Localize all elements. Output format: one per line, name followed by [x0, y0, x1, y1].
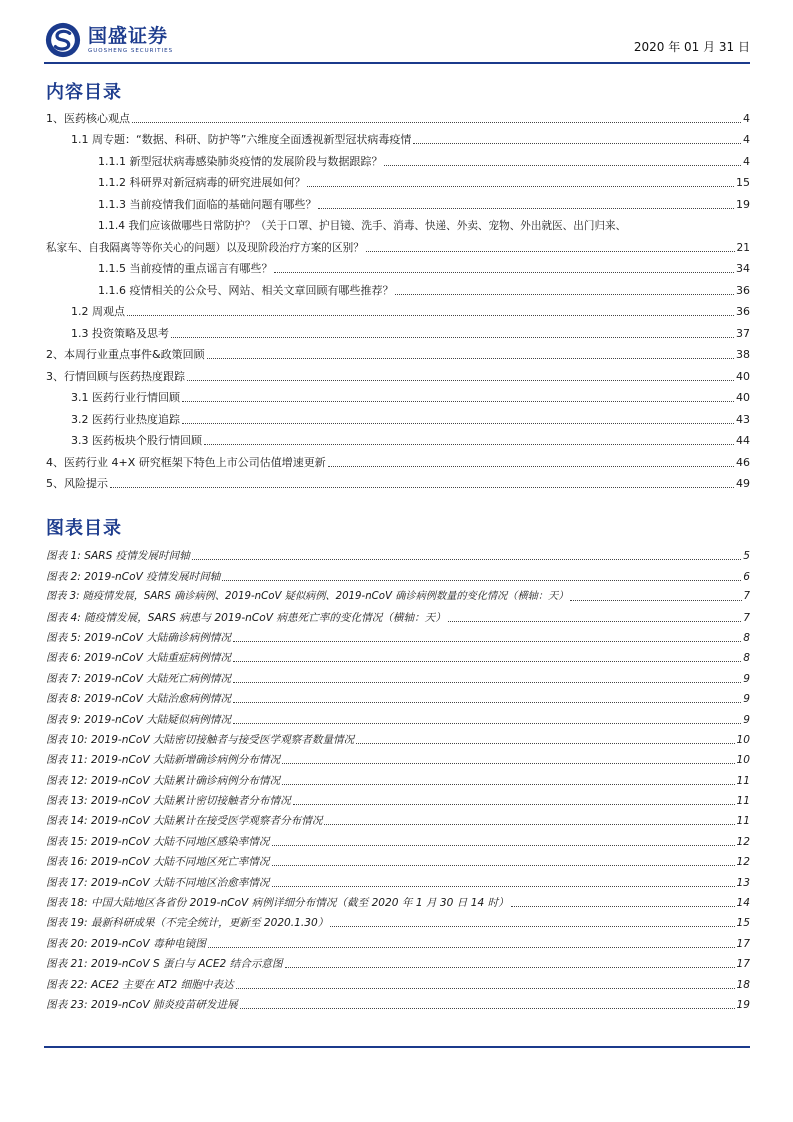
toc-entry-continued[interactable]: 私家车、自我隔离等等你关心的问题）以及现阶段治疗方案的区别？ 21 [46, 241, 750, 254]
figure-entry[interactable]: 图表 20: 2019-nCoV 毒种电镜图 17 [46, 937, 750, 950]
toc-entry[interactable]: 3.1 医药行业行情回顾 40 [71, 391, 750, 404]
figure-entry[interactable]: 图表 22: ACE2 主要在 AT2 细胞中表达 18 [46, 978, 750, 991]
figure-entry[interactable]: 图表 19: 最新科研成果（不完全统计，更新至 2020.1.30） 15 [46, 917, 750, 930]
figure-entry[interactable]: 图表 13: 2019-nCoV 大陆累计密切接触者分布情况 11 [46, 795, 750, 808]
figure-entry[interactable]: 图表 17: 2019-nCoV 大陆不同地区治愈率情况 13 [46, 876, 750, 889]
figure-entry[interactable]: 图表 9: 2019-nCoV 大陆疑似病例情况 9 [46, 713, 750, 726]
brand-name-en: GUOSHENG SECURITIES [88, 48, 174, 54]
figure-toc [46, 543, 750, 1012]
toc-entry[interactable]: 1.1.3 当前疫情我们面临的基础问题有哪些？ 19 [98, 197, 750, 211]
figure-entry[interactable]: 图表 12: 2019-nCoV 大陆累计确诊病例分布情况 11 [46, 774, 750, 787]
figure-entry[interactable]: 图表 7: 2019-nCoV 大陆死亡病例情况 9 [46, 672, 750, 685]
figure-entry[interactable]: 图表 11: 2019-nCoV 大陆新增确诊病例分布情况 10 [46, 754, 750, 767]
report-date: 2020 年 01 月 31 日 [633, 40, 750, 54]
toc-entry[interactable]: 1.1.2 科研界对新冠病毒的研究进展如何？ 15 [98, 176, 750, 189]
figure-entry[interactable]: 图表 16: 2019-nCoV 大陆不同地区死亡率情况 12 [46, 856, 750, 869]
figure-entry[interactable]: 图表 23: 2019-nCoV 肺炎疫苗研发进展 19 [46, 998, 750, 1011]
figure-entry[interactable]: 图表 8: 2019-nCoV 大陆治愈病例情况 9 [46, 693, 750, 706]
guosheng-logo-icon [44, 21, 82, 59]
toc-entry[interactable]: 5、风险提示 49 [46, 477, 750, 490]
figure-entry[interactable]: 图表 4: 随疫情发展，SARS 病患与 2019-nCoV 病患死亡率的变化情况（横轴：天） 7 [46, 611, 750, 624]
figure-entry[interactable]: 图表 15: 2019-nCoV 大陆不同地区感染率情况 12 [46, 835, 750, 848]
toc-entry[interactable]: 3、行情回顾与医药热度跟踪 40 [46, 369, 750, 383]
toc-entry[interactable]: 3.3 医药板块个股行情回顾 44 [71, 434, 750, 447]
brand-logo [44, 22, 173, 58]
content-toc [46, 104, 750, 491]
figure-entry[interactable]: 图表 18: 中国大陆地区各省份 2019-nCoV 病例详细分布情况（截至 2020 年 1 月 30 日 14 时） 14 [46, 897, 750, 910]
figure-entry[interactable]: 图表 1: SARS 疫情发展时间轴 5 [46, 550, 750, 563]
toc-entry[interactable]: 1.2 周观点 36 [71, 305, 750, 318]
figure-entry[interactable]: 图表 14: 2019-nCoV 大陆累计在接受医学观察者分布情况 11 [46, 815, 750, 828]
toc-entry[interactable]: 2、本周行业重点事件&政策回顾 38 [46, 348, 750, 361]
toc-entry[interactable]: 1.1 周专题：“数据、科研、防护等”六维度全面透视新型冠状病毒疫情 4 [71, 133, 750, 146]
footer-divider [44, 1046, 750, 1048]
figure-entry[interactable]: 图表 2: 2019-nCoV 疫情发展时间轴 6 [46, 570, 750, 583]
figure-entry[interactable]: 图表 5: 2019-nCoV 大陆确诊病例情况 8 [46, 631, 750, 644]
header-divider [44, 62, 750, 64]
toc-entry[interactable]: 1.1.6 疫情相关的公众号、网站、相关文章回顾有哪些推荐？ 36 [98, 283, 750, 297]
toc-entry[interactable]: 1.1.1 新型冠状病毒感染肺炎疫情的发展阶段与数据跟踪？ 4 [98, 154, 750, 168]
page-header [44, 18, 750, 64]
figure-entry[interactable]: 图表 6: 2019-nCoV 大陆重症病例情况 8 [46, 652, 750, 665]
toc-entry[interactable]: 1.1.4 我们应该做哪些日常防护？（关于口罩、护目镜、洗手、消毒、快递、外卖、宠物、外出就医、出门归来、 [98, 220, 627, 232]
toc-entry[interactable]: 3.2 医药行业热度追踪 43 [71, 412, 750, 426]
figure-entry[interactable]: 图表 3: 随疫情发展，SARS 确诊病例、2019-nCoV 疑似病例、2019-nCoV 确诊病例数量的变化情况（横轴：天） 7 [46, 591, 750, 603]
toc-title: 内容目录 [46, 82, 122, 103]
brand-name: 国盛证券 [88, 25, 169, 47]
toc-entry[interactable]: 4、医药行业 4+X 研究框架下特色上市公司估值增速更新 46 [46, 455, 750, 469]
toc-entry[interactable]: 1.3 投资策略及思考 37 [71, 326, 750, 340]
toc-entry[interactable]: 1.1.5 当前疫情的重点谣言有哪些？ 34 [98, 262, 750, 275]
toc-entry[interactable]: 1、医药核心观点 4 [46, 111, 750, 125]
figure-entry[interactable]: 图表 10: 2019-nCoV 大陆密切接触者与接受医学观察者数量情况 10 [46, 733, 750, 746]
figure-entry[interactable]: 图表 21: 2019-nCoV S 蛋白与 ACE2 结合示意图 17 [46, 958, 750, 971]
figure-list-title: 图表目录 [46, 518, 122, 539]
